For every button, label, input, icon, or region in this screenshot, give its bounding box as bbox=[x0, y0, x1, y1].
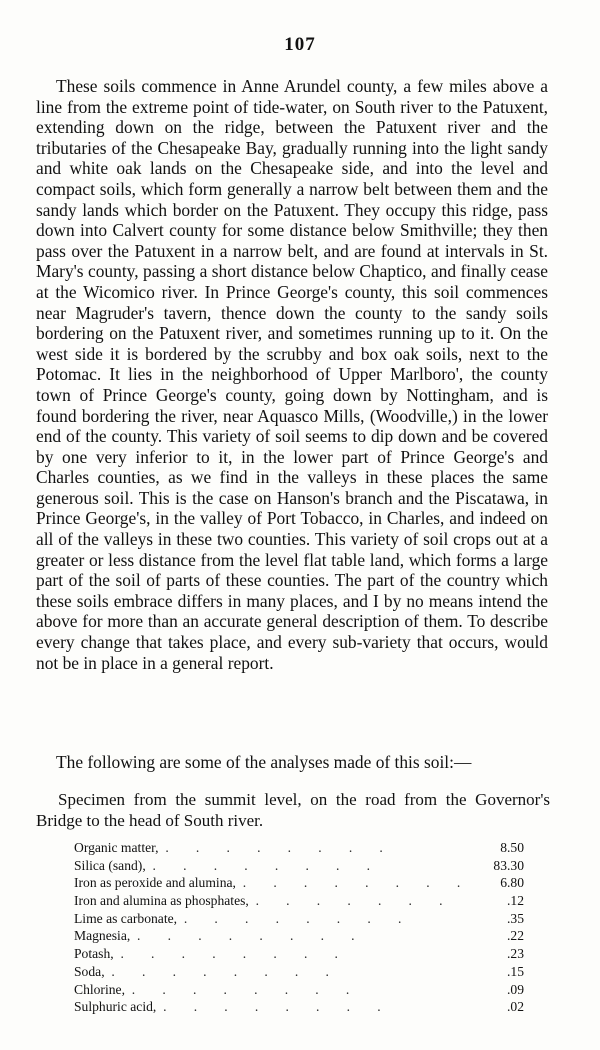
analysis-value: .02 bbox=[507, 999, 524, 1015]
analysis-label: Magnesia, . bbox=[74, 928, 464, 944]
specimen-description: Specimen from the summit level, on the road from the Governor's Bridge to the head of South river. bbox=[36, 790, 550, 830]
analysis-row bbox=[74, 875, 524, 893]
analysis-value: 83.30 bbox=[493, 857, 524, 873]
analysis-row bbox=[74, 840, 524, 858]
analysis-value: .35 bbox=[507, 910, 524, 926]
analysis-row bbox=[74, 946, 524, 964]
analysis-label: Sulphuric acid, . bbox=[74, 999, 464, 1015]
analysis-row bbox=[74, 964, 524, 982]
analysis-row bbox=[74, 893, 524, 911]
analysis-value: .12 bbox=[507, 893, 524, 909]
analysis-value: 6.80 bbox=[500, 875, 524, 891]
analysis-value: .15 bbox=[507, 963, 524, 979]
body-paragraph: These soils commence in Anne Arundel county, a few miles above a line from the extreme point of tide-water, on South river to the Patuxent, extending down on the ridge, between the Patuxent river and the tributaries of the Chesapeake Bay, gradually running into the light sandy and white oak lands on the Chesapeake side, and into the level and compact soils, which form generally a narrow belt between them and the sandy lands which border on the Patuxent. They occupy this ridge, pass down into Calvert county for some distance below Smithville; they then pass over the Patuxent in a narrow belt, and are found at intervals in St. Mary's county, passing a short distance below Chaptico, and finally cease at the Wicomico river. In Prince George's county, this soil commences near Magruder's tavern, thence down the county to the sandy soils bordering on the Patuxent river, and sometimes running up to it. On the west side it is bordered by the scrubby and box oak soils, next to the Potomac. It lies in the neighborhood of Upper Marlboro', the county town of Prince George's county, going down by Nottingham, and is found bordering the river, near Aquasco Mills, (Woodville,) in the lower end of the county. This variety of soil seems to dip down and be covered by one very inferior to it, in the lower part of Prince George's and Charles counties, as we find in the valleys in these places the same generous soil. This is the case on Hanson's branch and the Piscatawa, in Prince George's, in the valley of Port Tobacco, in Charles, and indeed on all of the valleys in these two counties. This variety of soil crops out at a greater or less distance from the level flat table land, which forms a large part of the soil of parts of these counties. The part of the country which these soils embrace differs in many places, and I by no means intend the above for more than an accurate general description of them. To describe every change that takes place, and every sub-variety that occurs, would not be in place in a general report. bbox=[36, 76, 548, 673]
analysis-value: 8.50 bbox=[500, 840, 524, 855]
analysis-label: Lime as carbonate, . bbox=[74, 911, 464, 927]
analysis-value: .23 bbox=[507, 946, 524, 962]
analysis-label: Iron and alumina as phosphates, . bbox=[74, 893, 464, 909]
analysis-label: Soda, . bbox=[74, 964, 464, 980]
analysis-row bbox=[74, 999, 524, 1017]
analysis-row bbox=[74, 858, 524, 876]
analysis-value: .22 bbox=[507, 928, 524, 944]
analysis-row bbox=[74, 982, 524, 1000]
analysis-value: .09 bbox=[507, 981, 524, 997]
page-number: 107 bbox=[284, 34, 316, 55]
analysis-label: Silica (sand), . bbox=[74, 858, 464, 874]
analysis-table bbox=[74, 840, 524, 1017]
analysis-label: Organic matter, . bbox=[74, 840, 464, 856]
analyses-intro: The following are some of the analyses made of this soil:— bbox=[56, 752, 472, 772]
analysis-label: Chlorine, . bbox=[74, 982, 464, 998]
analysis-label: Potash, . bbox=[74, 946, 464, 962]
analysis-label: Iron as peroxide and alumina, . bbox=[74, 875, 464, 891]
analysis-row bbox=[74, 911, 524, 929]
analysis-row bbox=[74, 928, 524, 946]
